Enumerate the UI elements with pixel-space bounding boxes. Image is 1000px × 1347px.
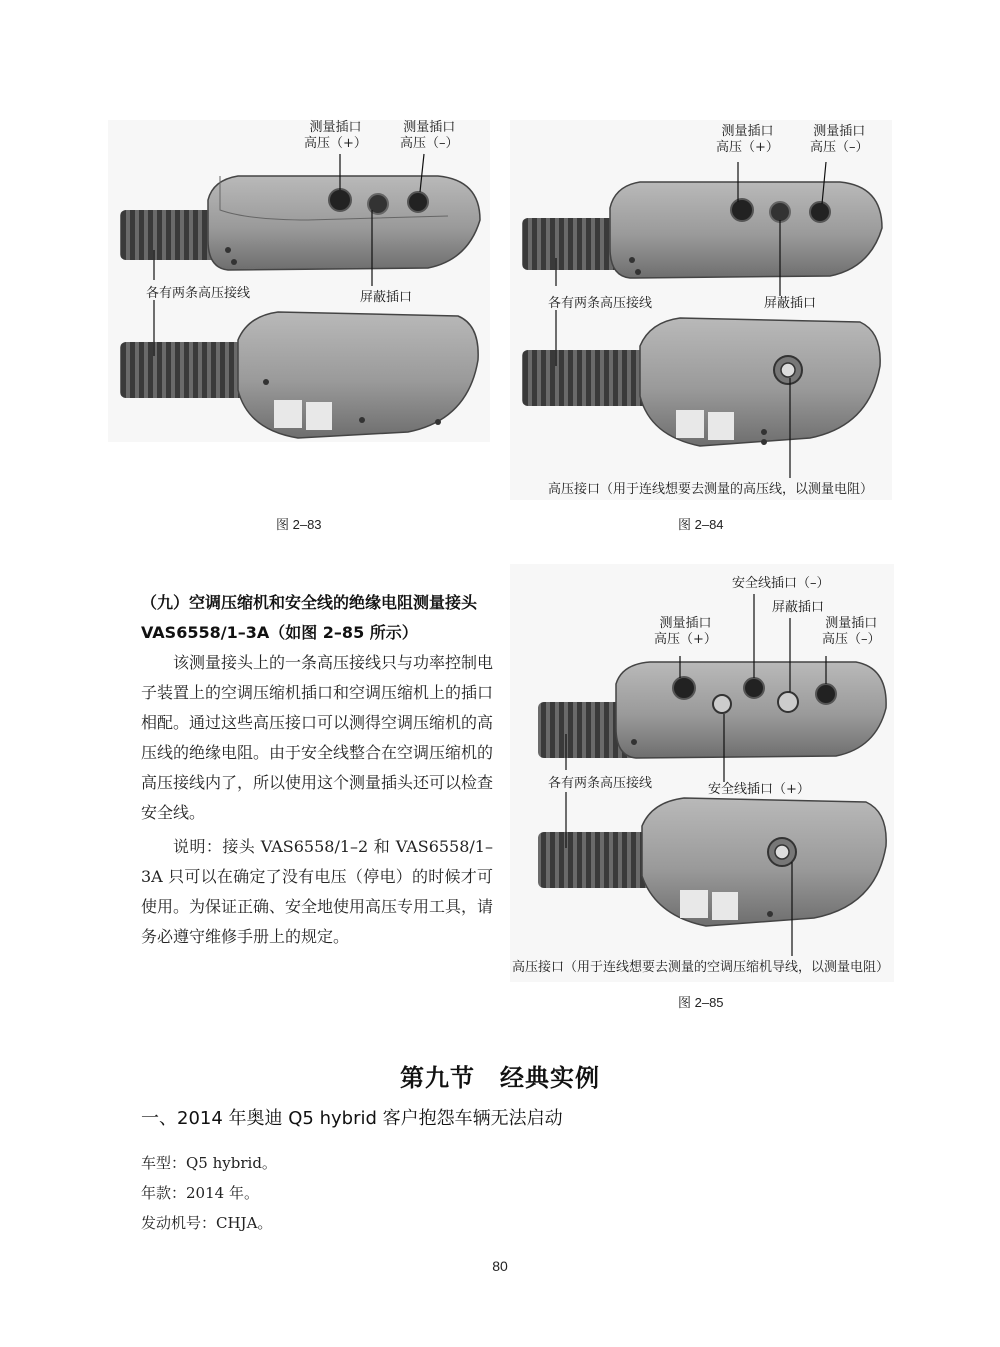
figure-2-83-caption: 图 2–83 [276, 517, 322, 532]
label-meas-plus: 测量插口 高压（+） [654, 616, 717, 647]
label-cables: 各有两条高压接线 [548, 296, 653, 311]
spec-year: 年款：2014 年。 [141, 1184, 259, 1202]
label-meas-plus: 测量插口 高压（+） [304, 120, 367, 151]
label-hv-port: 高压接口（用于连线想要去测量的高压线，以测量电阻） [548, 482, 874, 497]
figure-2-84-caption: 图 2–84 [678, 517, 724, 532]
figure-2-83-illustration [108, 120, 490, 442]
label-hv-port: 高压接口（用于连线想要去测量的空调压缩机导线，以测量电阻） [512, 960, 890, 975]
label-cables: 各有两条高压接线 [146, 286, 251, 301]
label-meas-plus: 测量插口 高压（+） [716, 124, 779, 155]
figure-2-83 [108, 120, 490, 442]
body-paragraphs [141, 648, 493, 952]
page-number: 80 [492, 1258, 508, 1274]
subsection-heading: （九）空调压缩机和安全线的绝缘电阻测量接头 VAS6558/1–3A（如图 2–85 所示） [141, 593, 478, 642]
label-meas-minus: 测量插口 高压（–） [400, 120, 459, 151]
spec-model: 车型：Q5 hybrid。 [141, 1154, 277, 1172]
paragraph-2: 说明：接头 VAS6558/1–2 和 VAS6558/1–3A 只可以在确定了没有电压（停电）的时候才可使用。为保证正确、安全地使用高压专用工具，请务必遵守维修手册上的规定。 [141, 837, 494, 946]
label-shield: 屏蔽插口 [764, 296, 817, 311]
case-title: 一、2014 年奥迪 Q5 hybrid 客户抱怨车辆无法启动 [141, 1108, 563, 1129]
label-safety-plus: 安全线插口（+） [708, 782, 810, 797]
label-cables: 各有两条高压接线 [548, 776, 653, 791]
label-shield: 屏蔽插口 [772, 600, 825, 615]
label-meas-minus: 测量插口 高压（–） [822, 616, 881, 647]
figure-2-85-caption: 图 2–85 [678, 995, 724, 1010]
spec-engine: 发动机号：CHJA。 [141, 1214, 273, 1232]
label-meas-minus: 测量插口 高压（–） [810, 124, 869, 155]
label-safety-minus: 安全线插口（–） [732, 576, 830, 591]
section-title: 第九节 经典实例 [400, 1063, 600, 1092]
paragraph-1: 该测量接头上的一条高压接线只与功率控制电子装置上的空调压缩机插口和空调压缩机上的插口相配。通过这些高压接口可以测得空调压缩机的高压线的绝缘电阻。由于安全线整合在空调压缩机的高压接线内了，所以使用这个测量插头还可以检查安全线。 [141, 653, 494, 822]
figure-2-84 [510, 120, 892, 500]
figure-2-85 [510, 564, 894, 982]
label-shield: 屏蔽插口 [360, 290, 413, 305]
